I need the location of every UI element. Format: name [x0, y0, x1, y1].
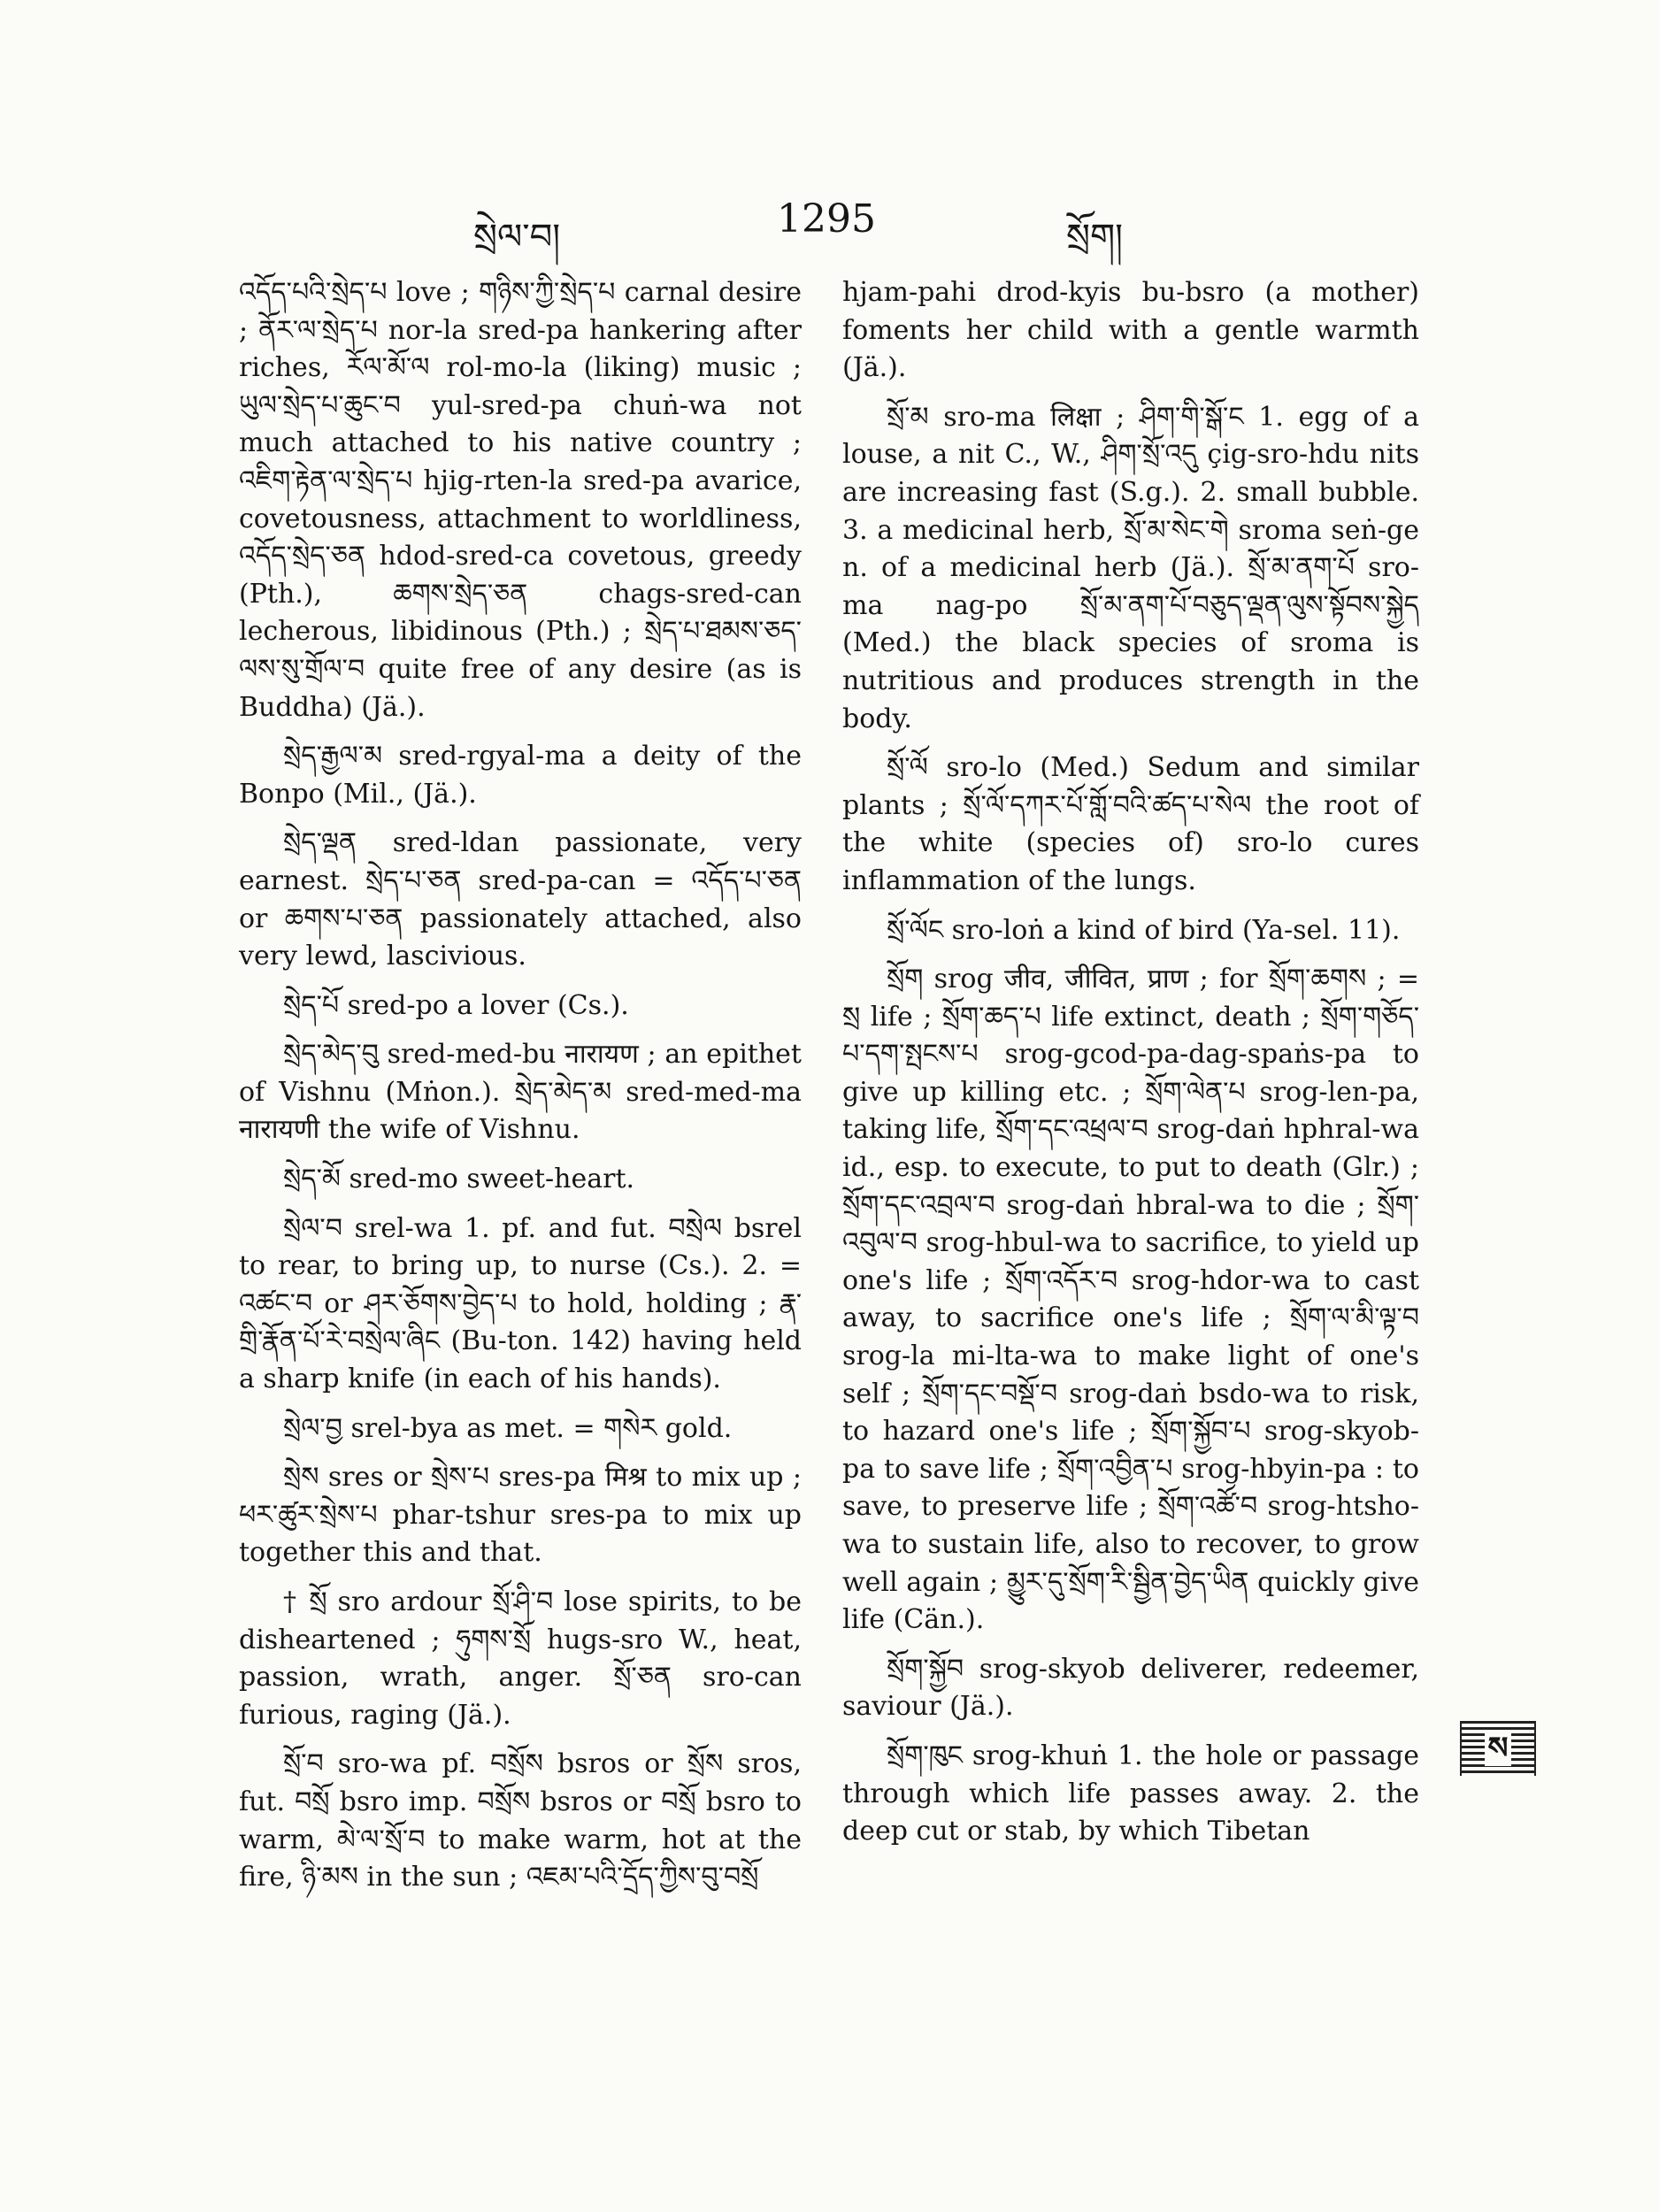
- dictionary-entry: སྲོག་ཁུང srog-khuṅ 1. the hole or passage through which life passes away. 2. the deep cut or stab, by which Tibetan: [842, 1740, 1419, 1847]
- dictionary-entry: སྲེད་ལྡན sred-ldan passionate, very earnest. སྲེད་པ་ཅན sred-pa-can = འདོད་པ་ཅན or ཆགས་པ་ཅན passionately attached, also very lewd, lascivious.: [239, 827, 802, 972]
- dictionary-entry: སྲེད་མོ sred-mo sweet-heart.: [283, 1164, 635, 1195]
- dictionary-entry: སྲེལ་བ srel-wa 1. pf. and fut. བསྲེལ bsrel to rear, to bring up, to nurse (Cs.). 2. = འཚང་བ or ཤར་ཅོགས་བྱེད་པ to hold, holding ; རྣ་གྲི་རྣོན་པོ་རེ་བསྲེལ་ཞིང (Bu-ton. 142) having held a sharp knife (in each of his hands).: [239, 1212, 802, 1395]
- header-right-guide-word: སྲོག།: [1066, 217, 1124, 257]
- dictionary-entry: སྲོ་ལོ sro-lo (Med.) Sedum and similar plants ; སྲོ་ལོ་དཀར་པོ་གློ་བའི་ཚད་པ་སེལ the root of the white (species of) sro-lo cures inflammation of the lungs.: [842, 752, 1419, 896]
- right-column: [842, 274, 1419, 1863]
- dictionary-entry: སྲོག་སྐྱོབ srog-skyob deliverer, redeemer, saviour (Jä.).: [842, 1653, 1419, 1723]
- dictionary-entry: སྲོ་བ sro-wa pf. བསྲོས bsros or སྲོས sros, fut. བསྲོ bsro imp. བསྲོས bsros or བསྲོ bsro to warm, མེ་ལ་སྲོ་བ to make warm, hot at the fire, ཉི་མས in the sun ; འཇམ་པའི་དྲོད་ཀྱིས་བུ་བསྲོ: [239, 1748, 802, 1893]
- header-left-guide-word: སྲེལ་བ།: [473, 217, 561, 257]
- dictionary-entry: སྲེད་རྒྱལ་མ sred-rgyal-ma a deity of the Bonpo (Mil., (Jä.).: [239, 741, 802, 810]
- dictionary-entry: སྲེད་མེད་བུ sred-med-bu नारायण ; an epithet of Vishnu (Mṅon.). སྲེད་མེད་མ sred-med-ma नारायणी the wife of Vishnu.: [239, 1039, 802, 1146]
- page-number: 1295: [777, 196, 876, 242]
- dictionary-entry: སྲེལ་བྱ srel-bya as met. = གསེར gold.: [283, 1412, 733, 1444]
- dictionary-entry: འདོད་པའི་སྲེད་པ love ; གཉིས་ཀྱི་སྲེད་པ carnal desire ; ནོར་ལ་སྲེད་པ nor-la sred-pa hankering after riches, རོལ་མོ་ལ rol-mo-la (liking) music ; ཡུལ་སྲེད་པ་ཆུང་བ yul-sred-pa chuṅ-wa not much attached to his native country ; འཇིག་རྟེན་ལ་སྲེད་པ hjig-rten-la sred-pa avarice, covetousness, attachment to worldliness, འདོད་སྲེད་ཅན hdod-sred-ca covetous, greedy (Pth.), ཆགས་སྲེད་ཅན chags-sred-can lecherous, libidinous (Pth.) ; སྲེད་པ་ཐམས་ཅད་ལས་སུ་གྲོལ་བ quite free of any desire (as is Buddha) (Jä.).: [239, 277, 802, 723]
- dictionary-entry: སྲོ་ལོང sro-loṅ a kind of bird (Ya-sel. 11).: [887, 914, 1401, 946]
- left-column: [239, 274, 802, 1909]
- dictionary-entry: སྲོ་མ sro-ma लिक्षा ; ཤིག་གི་སྒོ་ང 1. egg of a louse, a nit C., W., ཤིག་སྲོ་འདུ çig-sro-hdu nits are increasing fast (S.g.). 2. small bubble. 3. a medicinal herb, སྲོ་མ་སེང་གེ sroma seṅ-ge n. of a medicinal herb (Jä.). སྲོ་མ་ནག་པོ sro-ma nag-po སྲོ་མ་ནག་པོ་བཅུད་ལྡན་ལུས་སྟོབས་སྐྱེད (Med.) the black species of sroma is nutritious and produces strength in the body.: [842, 401, 1419, 734]
- dictionary-entry: སྲོག srog जीव, जीवित, प्राण ; for སྲོག་ཆགས ; = སྲ life ; སྲོག་ཆད་པ life extinct, death ; སྲོག་གཅོད་པ་དག་སྤངས་པ srog-gcod-pa-dag-spaṅs-pa to give up killing etc. ; སྲོག་ལེན་པ srog-len-pa, taking life, སྲོག་དང་འཕྲལ་བ srog-daṅ hphral-wa id., esp. to execute, to put to death (Glr.) ; སྲོག་དང་འབྲལ་བ srog-daṅ hbral-wa to die ; སྲོག་འབུལ་བ srog-hbul-wa to sacrifice, to yield up one's life ; སྲོག་འདོར་བ srog-hdor-wa to cast away, to sacrifice one's life ; སྲོག་ལ་མི་ལྟ་བ srog-la mi-lta-wa to make light of one's self ; སྲོག་དང་བསྡོ་བ srog-daṅ bsdo-wa to risk, to hazard one's life ; སྲོག་སྐྱོབ་པ srog-skyob-pa to save life ; སྲོག་འབྱིན་པ srog-hbyin-pa : to save, to preserve life ; སྲོག་འཚོ་བ srog-htsho-wa to sustain life, also to recover, to grow well again ; མྱུར་དུ་སྲོག་རི་སྦྱིན་བྱེད་ཡིན quickly give life (Cän.).: [842, 964, 1419, 1636]
- dictionary-entry: † སྲོ sro ardour སྲོ་ཤི་བ lose spirits, to be disheartened ; ཧུགས་སྲོ hugs-sro W., heat, passion, wrath, anger. སྲོ་ཅན sro-can furious, raging (Jä.).: [239, 1586, 802, 1731]
- dictionary-entry: སྲེས sres or སྲེས་པ sres-pa मिश्र to mix up ; ཕར་ཚུར་སྲེས་པ phar-tshur sres-pa to mix up together this and that.: [239, 1462, 802, 1569]
- dictionary-entry: hjam-pahi drod-kyis bu-bsro (a mother) foments her child with a gentle warmth (Jä.).: [842, 277, 1419, 384]
- thumb-index-tab: [1460, 1721, 1536, 1776]
- thumb-index-letter: ས: [1485, 1731, 1512, 1766]
- dictionary-entry: སྲེད་པོ sred-po a lover (Cs.).: [283, 989, 629, 1021]
